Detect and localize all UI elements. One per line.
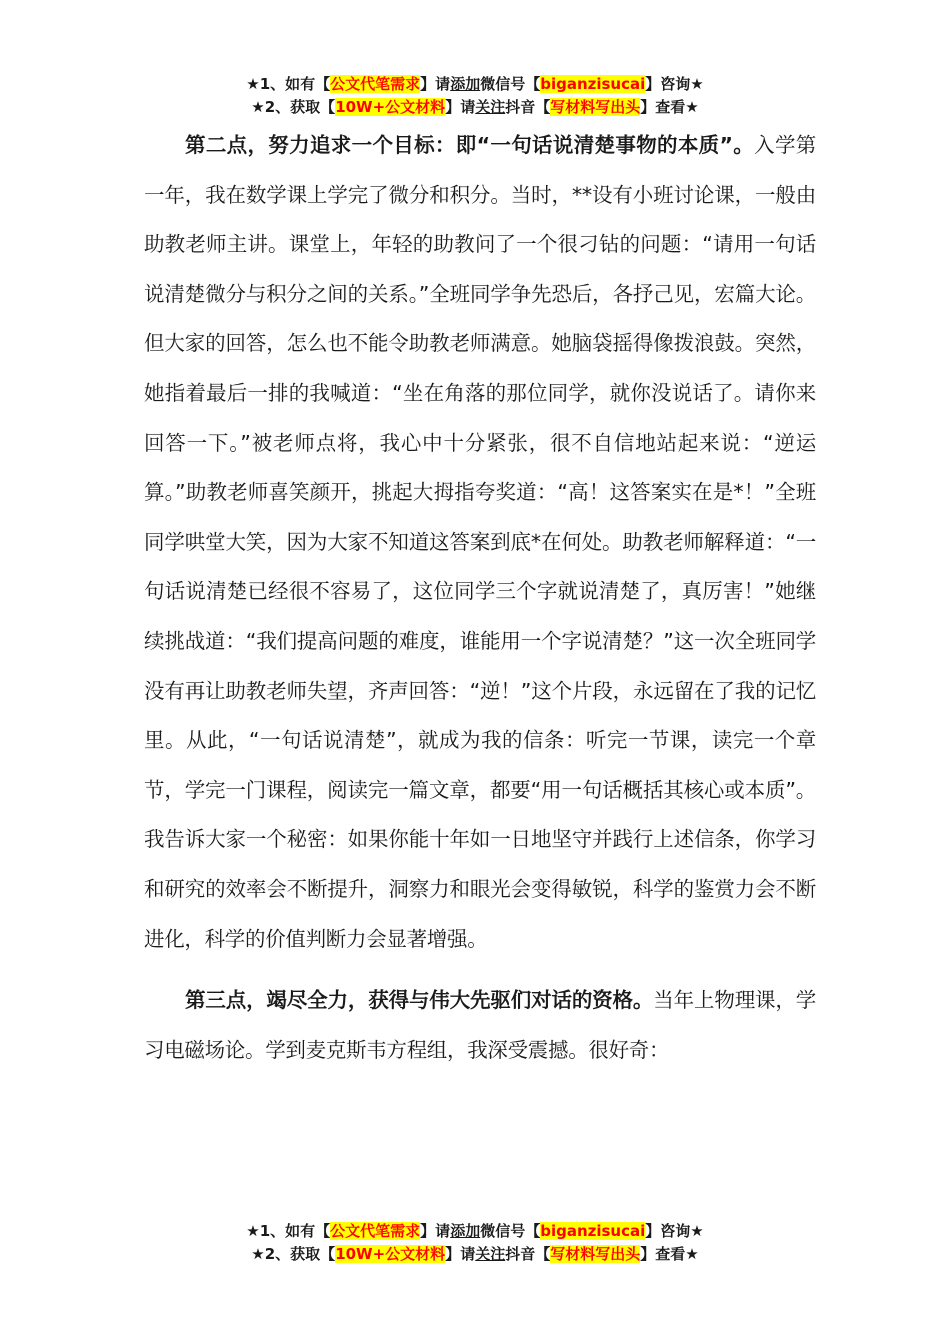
banner-text: ★1、如有【 <box>246 75 331 93</box>
banner-highlight: 10W+公文材料 <box>335 1245 446 1263</box>
banner-text: 】查看★ <box>640 1245 699 1263</box>
banner-highlight: 公文代笔需求 <box>330 1222 421 1240</box>
footer-banner <box>0 1220 950 1266</box>
banner-text: 】咨询★ <box>645 75 704 93</box>
banner-text: 】咨询★ <box>645 1222 704 1240</box>
banner-text: ★2、获取【 <box>251 98 336 116</box>
banner-douyin-id: 写材料写出头 <box>550 98 641 116</box>
paragraph-3rd-point <box>144 976 816 1075</box>
banner-underlined: 添加 <box>450 1222 481 1240</box>
banner-underlined: 关注 <box>475 1245 506 1263</box>
banner-text: 】请 <box>420 1222 451 1240</box>
banner-underlined: 添加 <box>450 75 481 93</box>
banner-text: ★1、如有【 <box>246 1222 331 1240</box>
banner-wechat-id: biganzisucai <box>540 1222 646 1240</box>
paragraph-text: 当年上物理课，学习电磁场论。学到麦克斯韦方程组，我深受震撼。很好奇： <box>144 988 816 1062</box>
banner-text: 】查看★ <box>640 98 699 116</box>
banner-text: 微信号【 <box>480 1222 541 1240</box>
banner-text: 】请 <box>445 98 476 116</box>
banner-text: 】请 <box>445 1245 476 1263</box>
banner-text: 抖音【 <box>505 1245 551 1263</box>
banner-line-1 <box>0 1220 950 1243</box>
banner-highlight: 10W+公文材料 <box>335 98 446 116</box>
banner-line-1 <box>0 73 950 96</box>
paragraph-text: 入学第一年，我在数学课上学完了微分和积分。当时，**设有小班讨论课，一般由助教老师主讲。课堂上，年轻的助教问了一个很刁钻的问题：“请用一句话说清楚微分与积分之间的关系。”全班同学争先恐后，各抒己见，宏篇大论。但大家的回答，怎么也不能令助教老师满意。她脑袋摇得像拨浪鼓。突然，她指着最后一排的我喊道：“坐在角落的那位同学，就你没说话了。请你来回答一下。”被老师点将，我心中十分紧张，很不自信地站起来说：“逆运算。”助教老师喜笑颜开，挑起大拇指夸奖道：“高！这答案实在是*！”全班同学哄堂大笑，因为大家不知道这答案到底*在何处。助教老师解释道：“一句话说清楚已经很不容易了，这位同学三个字就说清楚了，真厉害！”她继续挑战道：“我们提高问题的难度，谁能用一个字说清楚？”这一次全班同学没有再让助教老师失望，齐声回答：“逆！”这个片段，永远留在了我的记忆里。从此，“一句话说清楚”，就成为我的信条：听完一节课，读完一个章节，学完一门课程，阅读完一篇文章，都要“用一句话概括其核心或本质”。我告诉大家一个秘密：如果你能十年如一日地坚守并践行上述信条，你学习和研究的效率会不断提升，洞察力和眼光会变得敏锐，科学的鉴赏力会不断进化，科学的价值判断力会显著增强。 <box>144 133 816 951</box>
banner-text: 】请 <box>420 75 451 93</box>
banner-underlined: 关注 <box>475 98 506 116</box>
banner-wechat-id: biganzisucai <box>540 75 646 93</box>
banner-highlight: 公文代笔需求 <box>330 75 421 93</box>
header-banner <box>0 73 950 119</box>
paragraph-2nd-point <box>144 121 816 964</box>
banner-text: 微信号【 <box>480 75 541 93</box>
section-heading: 第三点，竭尽全力，获得与伟大先驱们对话的资格。 <box>185 988 654 1013</box>
banner-line-2 <box>0 1243 950 1266</box>
banner-line-2 <box>0 96 950 119</box>
section-heading: 第二点，努力追求一个目标：即“一句话说清楚事物的本质”。 <box>185 133 755 157</box>
banner-text: 抖音【 <box>505 98 551 116</box>
banner-douyin-id: 写材料写出头 <box>550 1245 641 1263</box>
banner-text: ★2、获取【 <box>251 1245 336 1263</box>
document-body <box>144 121 816 1075</box>
